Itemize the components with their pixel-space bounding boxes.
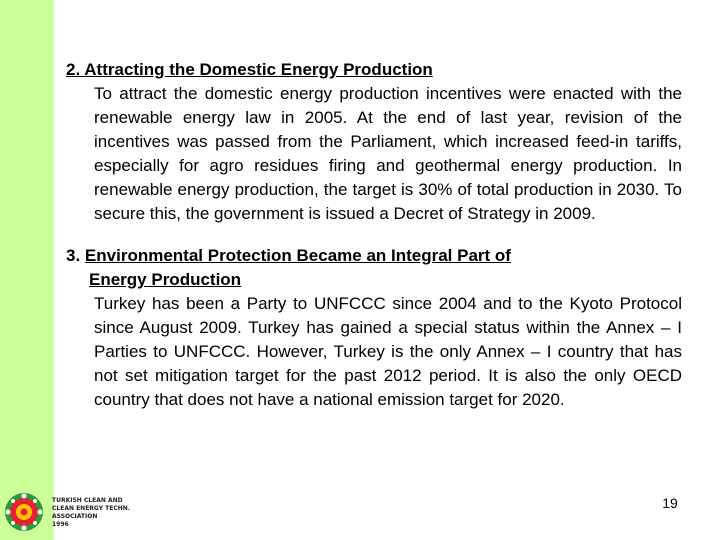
section-3 <box>66 244 686 412</box>
logo-text-line: CLEAN ENERGY TECHN. <box>52 505 131 512</box>
logo-text-line: TURKISH CLEAN AND <box>52 497 123 504</box>
organization-logo-icon <box>4 492 44 532</box>
logo-text <box>52 497 130 529</box>
slide-content <box>66 58 686 412</box>
section-heading-line: 2. Attracting the Domestic Energy Production <box>66 60 433 79</box>
section-2 <box>66 58 686 226</box>
footer-logo <box>4 492 144 538</box>
section-body: To attract the domestic energy production incentives were enacted with the renewable energy law in 2005. At the end of last year, revision of the incentives was passed from the Parliament, which increased feed-in tariffs, especially for agro residues firing and geothermal energy production. In renewable energy production, the target is 30% of total production in 2030. To secure this, the government is issued a Decret of Strategy in 2009. <box>94 84 682 223</box>
section-heading-line: Energy Production <box>89 270 242 289</box>
logo-text-line: ASSOCIATION <box>52 513 98 520</box>
section-body: Turkey has been a Party to UNFCCC since 2004 and to the Kyoto Protocol since August 2009. Turkey has gained a special status within the Annex – I Parties to UNFCCC. However, Turkey is the only Annex – I country that has not set mitigation target for the past 2012 period. It is also the only OECD country that does not have a national emission target for 2020. <box>94 294 682 409</box>
side-bar <box>0 0 54 540</box>
section-heading <box>66 58 686 82</box>
logo-text-line: 1996 <box>52 521 69 528</box>
section-number: 3. <box>66 246 81 265</box>
page-number: 19 <box>662 495 678 511</box>
section-heading-line: Environmental Protection Became an Integral Part of <box>84 246 511 265</box>
section-heading <box>66 244 686 292</box>
